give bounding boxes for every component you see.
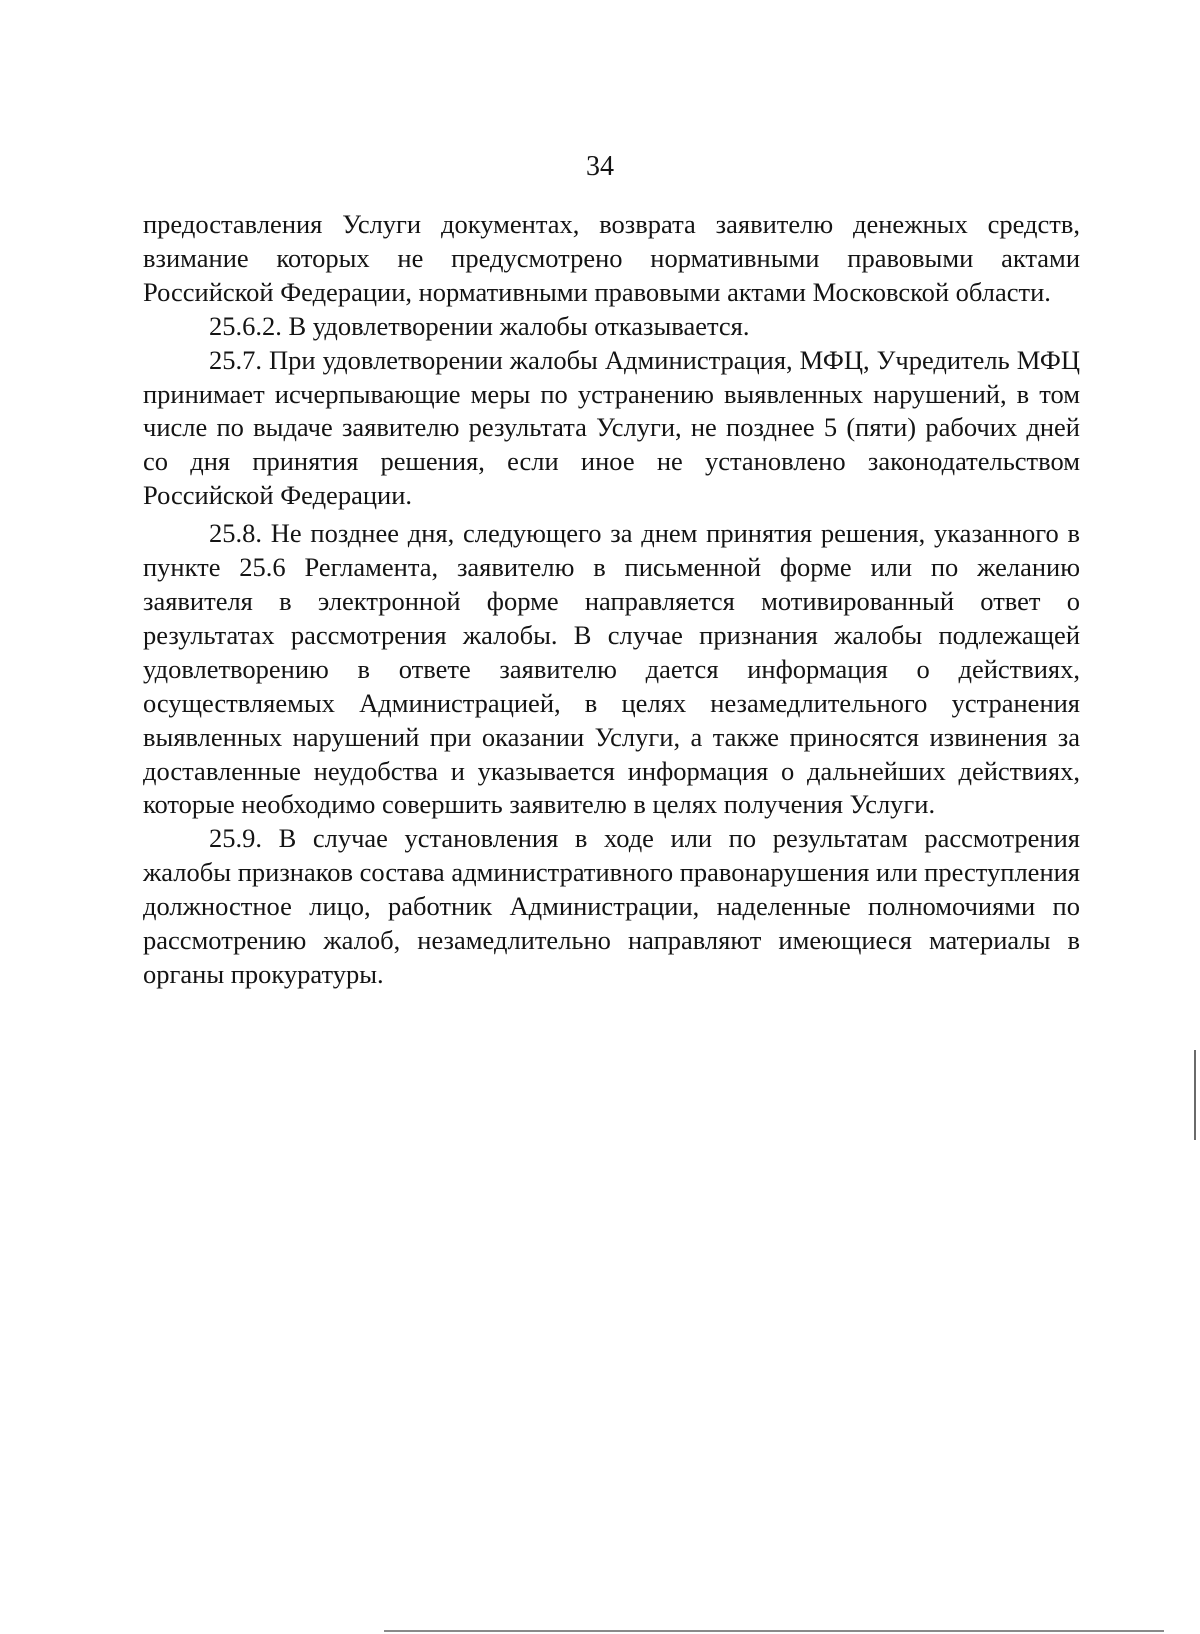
page-number: 34 — [586, 151, 614, 182]
paragraph-25-7: 25.7. При удовлетворении жалобы Администрация, МФЦ, Учредитель МФЦ принимает исчерпывающие меры по устранению выявленных нарушений, в том числе по выдаче заявителю результата Услуги, не позднее 5 (пяти) рабочих дней со дня принятия решения, если иное не установлено законодательством Российской Федерации. — [143, 344, 1080, 511]
paragraph-25-9: 25.9. В случае установления в ходе или по результатам рассмотрения жалобы признаков состава административного правонарушения или преступления должностное лицо, работник Администрации, наделенные полномочиями по рассмотрению жалоб, незамедлительно направляют имеющиеся материалы в органы прокуратуры. — [143, 823, 1080, 989]
scan-edge-mark-bottom — [384, 1630, 1164, 1632]
paragraph-continuation: предоставления Услуги документах, возврата заявителю денежных средств, взимание которых не предусмотрено нормативными правовыми актами Российской Федерации, нормативными правовыми актами Московской области. — [143, 209, 1080, 307]
scan-edge-mark-right — [1194, 1050, 1196, 1140]
document-body — [143, 208, 1080, 992]
paragraph-25-8: 25.8. Не позднее дня, следующего за днем принятия решения, указанного в пункте 25.6 Регламента, заявителю в письменной форме или по желанию заявителя в электронной форме направляется мотивированный ответ о результатах рассмотрения жалобы. В случае признания жалобы подлежащей удовлетворению в ответе заявителю дается информация о действиях, осуществляемых Администрацией, в целях незамедлительного устранения выявленных нарушений при оказании Услуги, а также приносятся извинения за доставленные неудобства и указывается информация о дальнейших действиях, которые необходимо совершить заявителю в целях получения Услуги. — [143, 518, 1080, 820]
paragraph-25-6-2: 25.6.2. В удовлетворении жалобы отказывается. — [209, 310, 750, 341]
